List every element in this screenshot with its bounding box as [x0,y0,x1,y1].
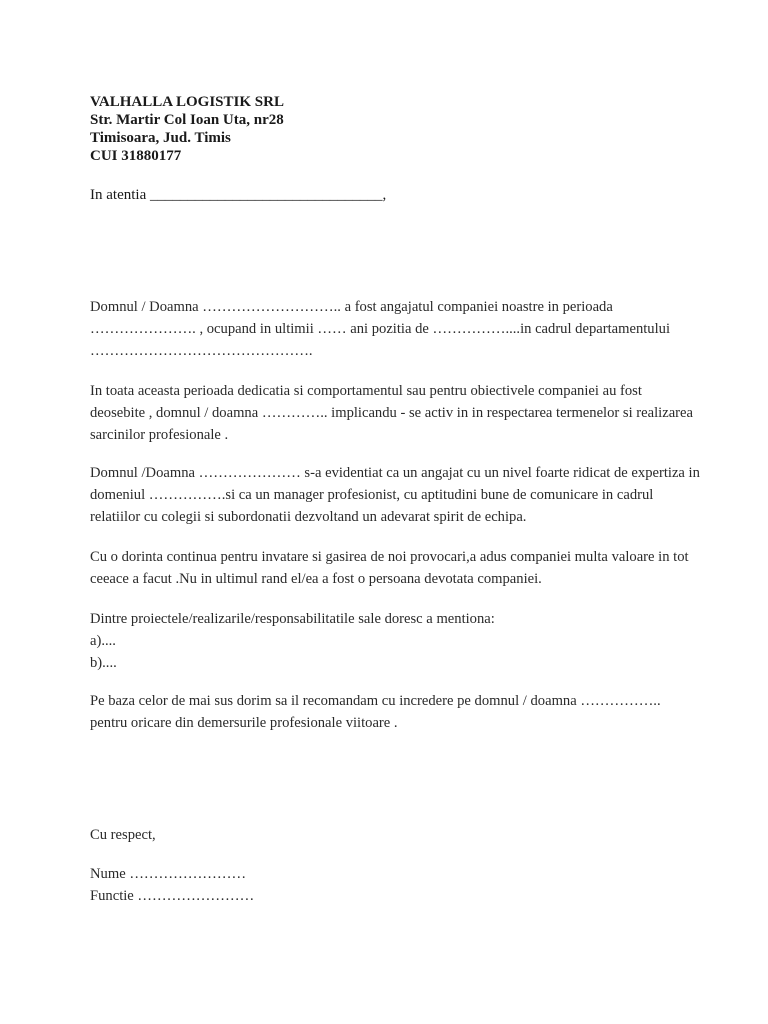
signature-block [90,863,254,907]
paragraph-text: Cu o dorinta continua pentru invatare si gasirea de noi provocari,a adus companiei multa valoare in tot ceeace a facut .Nu in ultimul rand el/ea a fost o persoana devotata companiei. [90,549,689,587]
project-item-b: b).... [90,655,117,671]
company-header [90,93,284,165]
paragraph-expertise [90,462,700,528]
paragraph-value [90,546,700,590]
projects-section [90,608,700,674]
paragraph-text: Pe baza celor de mai sus dorim sa il recomandam cu incredere pe domnul / doamna …………….. pentru oricare din demersurile profesionale viitoare . [90,693,661,731]
paragraph-recommendation [90,690,700,734]
company-city: Timisoara, Jud. Timis [90,130,231,146]
attention-line: In atentia _______________________________, [90,187,387,203]
signature-name: Nume …………………… [90,866,247,882]
company-cui: CUI 31880177 [90,148,182,164]
paragraph-text: In toata aceasta perioada dedicatia si comportamentul sau pentru obiectivele companiei au fost deosebite , domnul / doamna ………….. implicandu - se activ in in respectarea termenelor si realizarea sarcinilor profesionale . [90,383,693,443]
paragraph-text: Domnul / Doamna ……………………….. a fost angajatul companiei noastre in perioada …………………. , ocupand in ultimii …… ani pozitia de ……………....in cadrul departamentului ………………………………………. [90,299,671,359]
company-address: Str. Martir Col Ioan Uta, nr28 [90,112,284,128]
projects-intro: Dintre proiectele/realizarile/responsabilitatile sale doresc a mentiona: [90,611,495,627]
signature-role: Functie …………………… [90,888,255,904]
closing-salutation: Cu respect, [90,827,156,843]
paragraph-text: Domnul /Doamna ………………… s-a evidentiat ca un angajat cu un nivel foarte ridicat de expertiza in domeniul …………….si ca un manager profesionist, cu aptitudini bune de comunicare in cadrul relatiilor cu colegii si subordonatii dezvoltand un adevarat spirit de echipa. [90,465,700,525]
project-item-a: a).... [90,633,116,649]
paragraph-employment [90,296,700,362]
paragraph-dedication [90,380,700,446]
company-name: VALHALLA LOGISTIK SRL [90,94,284,110]
